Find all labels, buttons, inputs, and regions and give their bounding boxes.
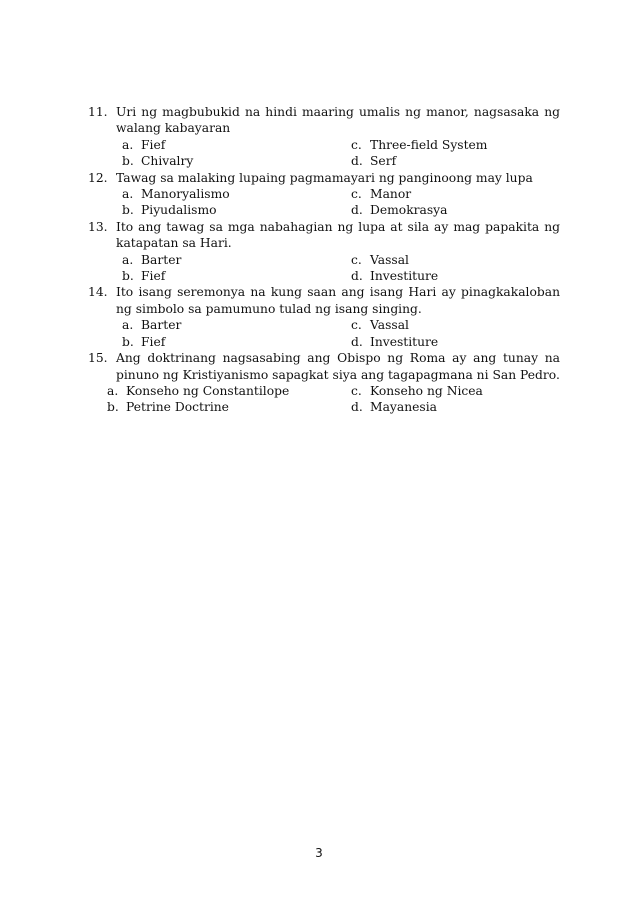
option-b: b. Chivalry — [122, 154, 194, 169]
option-b: b. Fief — [122, 269, 166, 284]
question-number: 12. — [88, 170, 108, 185]
question-number: 11. — [88, 105, 108, 119]
question-15 — [88, 350, 560, 416]
options — [88, 383, 560, 416]
options — [88, 137, 560, 170]
question-stem: Ito ang tawag sa mga nabahagian ng lupa at sila ay mag papakita ng katapatan sa Hari. — [116, 219, 560, 251]
question-12 — [88, 170, 560, 219]
option-c: c. Vassal — [351, 252, 409, 267]
question-stem: Uri ng magbubukid na hindi maaring umalis ng manor, nagsasaka ng walang kabayaran — [116, 105, 560, 136]
question-list — [88, 104, 560, 416]
option-d: d. Demokrasya — [351, 203, 448, 218]
option-b: b. Fief — [122, 334, 166, 349]
question-number: 15. — [88, 351, 108, 366]
option-c: c. Vassal — [351, 318, 409, 333]
question-stem: Ang doktrinang nagsasabing ang Obispo ng Roma ay ang tunay na pinuno ng Kristiyanismo sapagkat siya ang tagapagmana ni San Pedro. — [116, 351, 560, 382]
question-number: 14. — [88, 285, 108, 300]
option-c: c. Konseho ng Nicea — [351, 383, 483, 398]
option-a: a. Fief — [122, 137, 166, 152]
question-stem: Tawag sa malaking lupaing pagmamayari ng panginoong may lupa — [116, 170, 533, 185]
option-d: d. Mayanesia — [351, 400, 437, 415]
question-13 — [88, 219, 560, 285]
question-11 — [88, 104, 560, 170]
options — [88, 186, 560, 219]
options — [88, 317, 560, 350]
option-c: c. Three-field System — [351, 137, 488, 152]
option-d: d. Serf — [351, 154, 397, 169]
option-a: a. Barter — [122, 252, 182, 267]
option-b: b. Piyudalismo — [122, 203, 217, 218]
option-d: d. Investiture — [351, 269, 439, 284]
question-14 — [88, 284, 560, 350]
option-b: b. Petrine Doctrine — [107, 400, 229, 415]
option-d: d. Investiture — [351, 334, 439, 349]
option-a: a. Manoryalismo — [122, 187, 230, 202]
question-number: 13. — [88, 219, 108, 234]
option-a: a. Konseho ng Constantilope — [107, 383, 290, 398]
options — [88, 252, 560, 285]
option-a: a. Barter — [122, 318, 182, 333]
page-number: 3 — [315, 846, 323, 860]
option-c: c. Manor — [351, 187, 412, 202]
question-stem: Ito isang seremonya na kung saan ang isang Hari ay pinagkakaloban ng simbolo sa pamumuno tulad ng isang singing. — [116, 285, 560, 316]
